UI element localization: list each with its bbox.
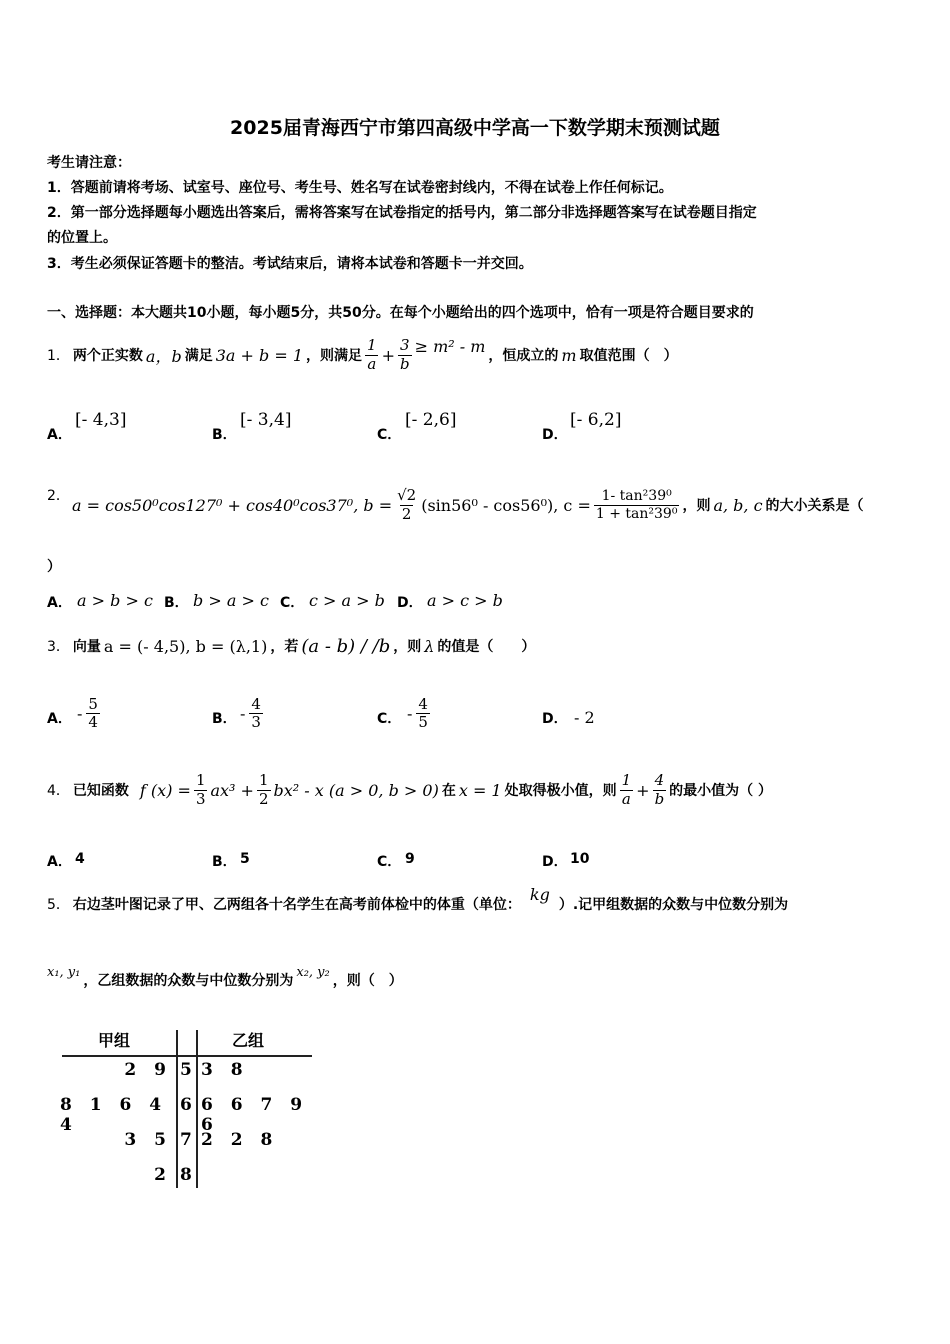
option-value: - $\frac{5}{4}$ (77, 695, 98, 732)
question-text: 在 (441, 783, 456, 799)
leaf-right: 3 8 (201, 1060, 249, 1080)
question-number: 5． (47, 897, 70, 913)
math-inline: ax³ + (210, 780, 254, 800)
question-number: 1． (47, 348, 70, 364)
option-label[interactable]: C． (377, 854, 402, 870)
option-value: c > a > b (309, 591, 385, 610)
option-label[interactable]: D． (542, 854, 568, 870)
fraction: $\frac{\text{1- tan²39⁰}}{\text{1 + tan²39⁰}}$ (595, 488, 678, 522)
option-label[interactable]: B． (212, 427, 237, 443)
question-5 (47, 882, 788, 926)
question-5-cont (47, 960, 403, 1000)
option-value: - 2 (574, 708, 595, 727)
left-group-label: 甲组 (98, 1031, 131, 1050)
math-inline: bx² - x (a > 0, b > 0) (273, 780, 439, 800)
math-inline: λ (424, 636, 435, 656)
page-title: 2025届青海西宁市第四高级中学高一下数学期末预测试题 (230, 117, 720, 139)
option-value: [- 2,6] (405, 410, 457, 430)
question-text: ，若 (270, 639, 299, 655)
note-item: 3．考生必须保证答题卡的整洁。考试结束后，请将本试卷和答题卡一并交回。 (47, 256, 533, 272)
option-value: 10 (570, 851, 590, 867)
stem-divider-right (196, 1030, 198, 1188)
fraction: $\frac{1}{3}$ (195, 771, 206, 808)
math-inline: f (x) = (139, 780, 191, 800)
question-number: 4． (47, 783, 70, 799)
stem-value: 7 (180, 1130, 192, 1150)
option-value: 5 (240, 851, 250, 867)
option-label[interactable]: A． (47, 427, 72, 443)
option-value: a > c > b (427, 591, 503, 610)
leaf-left: 2 9 (124, 1060, 172, 1080)
option-label[interactable]: A． (47, 595, 72, 611)
option-row (47, 851, 647, 873)
option-label[interactable]: C． (280, 595, 305, 611)
question-2 (72, 480, 864, 530)
question-text: 已知函数 (72, 783, 129, 799)
option-label[interactable]: C． (377, 711, 402, 727)
note-item: 的位置上。 (47, 230, 117, 246)
question-text: 的值是（ ） (437, 639, 536, 655)
math-inline: 3a + b = 1 (215, 345, 304, 365)
math-inline: kg (529, 884, 550, 904)
question-text: 处取得极小值，则 (504, 783, 617, 799)
stem-value: 5 (180, 1060, 192, 1080)
stem-divider-left (176, 1030, 178, 1188)
option-label[interactable]: B． (164, 595, 189, 611)
option-label[interactable]: B． (212, 711, 237, 727)
option-value: [- 6,2] (570, 410, 622, 430)
math-inline: (a - b) / /b (301, 635, 391, 657)
question-text: ，则（ ） (332, 973, 403, 989)
option-label[interactable]: C． (377, 427, 402, 443)
question-4: 4． 已知函数 f (x) = $\frac{1}{3}$ ax³ + $\frac{1}{2}$ bx² - x (a > 0, b > 0) 在 x = 1 处取得极小值，则 $\frac{1}{a}$ + $\frac{4}{b}$ 的最小值为（ ） (47, 771, 773, 808)
fraction: $\frac{1}{a}$ (621, 771, 632, 808)
question-text: ，乙组数据的众数与中位数分别为 (83, 973, 294, 989)
math-inline: a = (- 4,5), b = (λ,1) (103, 636, 268, 656)
question-number: 3． (47, 639, 70, 655)
question-text: ，恒成立的 (488, 348, 559, 364)
question-text: 满足 (184, 348, 213, 364)
option-value: - $\frac{4}{5}$ (407, 695, 428, 732)
option-value: b > a > c (193, 591, 269, 610)
option-row (47, 682, 647, 732)
note-item: 1．答题前请将考场、试室号、座位号、考生号、姓名写在试卷密封线内，不得在试卷上作任何标记。 (47, 180, 673, 196)
option-label[interactable]: D． (542, 711, 568, 727)
leaf-right: 2 2 8 (201, 1130, 279, 1150)
option-value: - $\frac{4}{3}$ (240, 695, 261, 732)
question-text: ，则满足 (306, 348, 363, 364)
math-inline: x = 1 (458, 780, 502, 800)
question-text: 的大小关系是（ (765, 498, 864, 514)
math-inline: a，b (145, 346, 182, 366)
math-inline: a, b, c (713, 495, 763, 515)
section-heading: 一、选择题：本大题共10小题，每小题5分，共50分。在每个小题给出的四个选项中，恰有一项是符合题目要求的 (47, 305, 754, 321)
stem-value: 8 (180, 1165, 192, 1185)
option-label[interactable]: A． (47, 711, 72, 727)
leaf-right: 6 6 7 9 6 (201, 1095, 309, 1135)
question-text: 右边茎叶图记录了甲、乙两组各十名学生在高考前体检中的体重（单位： (72, 897, 521, 913)
option-value: [- 3,4] (240, 410, 292, 430)
question-text: 的最小值为（ ） (669, 783, 773, 799)
question-text: 两个正实数 (72, 348, 143, 364)
question-3 (47, 626, 535, 666)
math-inline: a = cos50⁰cos127⁰ + cos40⁰cos37⁰, b = (72, 495, 393, 515)
fraction: $\frac{4}{b}$ (654, 771, 665, 808)
question-1: 1． 两个正实数 a，b 满足 3a + b = 1 ，则满足 $\frac{1}{a}$ + $\frac{3}{b}$ ≥ m² - m ，恒成立的 m 取值范围（ ） (47, 336, 678, 373)
stem-value: 6 (180, 1095, 192, 1115)
stem-leaf-plot (60, 1020, 320, 1190)
math-inline: (sin56⁰ - cos56⁰), c = (421, 495, 591, 515)
header-divider (62, 1055, 312, 1057)
fraction: $\frac{1}{2}$ (258, 771, 269, 808)
fraction: $\frac{1}{a}$ (367, 336, 377, 373)
option-label[interactable]: D． (397, 595, 423, 611)
option-label[interactable]: A． (47, 854, 72, 870)
option-value: [- 4,3] (75, 410, 127, 430)
option-label[interactable]: D． (542, 427, 568, 443)
option-value: 4 (75, 851, 85, 867)
option-row (47, 590, 647, 612)
option-value: 9 (405, 851, 415, 867)
leaf-left: 3 5 (124, 1130, 172, 1150)
notes-header: 考生请注意： (47, 155, 131, 171)
fraction: $\frac{3}{b}$ (399, 336, 410, 373)
leaf-left: 8 1 6 4 4 (60, 1095, 168, 1135)
question-number: 2． (47, 488, 70, 504)
leaf-left: 2 (154, 1165, 172, 1185)
math-inline: ≥ m² - m (414, 336, 486, 356)
question-text: 向量 (72, 639, 101, 655)
fraction: $\frac{√2}{2}$ (397, 486, 417, 523)
note-item: 2．第一部分选择题每小题选出答案后，需将答案写在试卷指定的括号内，第二部分非选择题答案写在试卷题目指定 (47, 205, 757, 221)
question-text: ，则 (393, 639, 422, 655)
math-inline: x₁, y₁ (47, 964, 81, 980)
right-group-label: 乙组 (232, 1031, 265, 1050)
math-inline: m (561, 345, 577, 365)
math-inline: x₂, y₂ (296, 964, 330, 980)
question-text: 取值范围（ ） (579, 348, 678, 364)
option-label[interactable]: B． (212, 854, 237, 870)
option-value: a > b > c (77, 591, 153, 610)
question-text: ）.记甲组数据的众数与中位数分别为 (558, 897, 789, 913)
question-close: ） (47, 559, 61, 575)
question-text: ，则 (682, 498, 711, 514)
